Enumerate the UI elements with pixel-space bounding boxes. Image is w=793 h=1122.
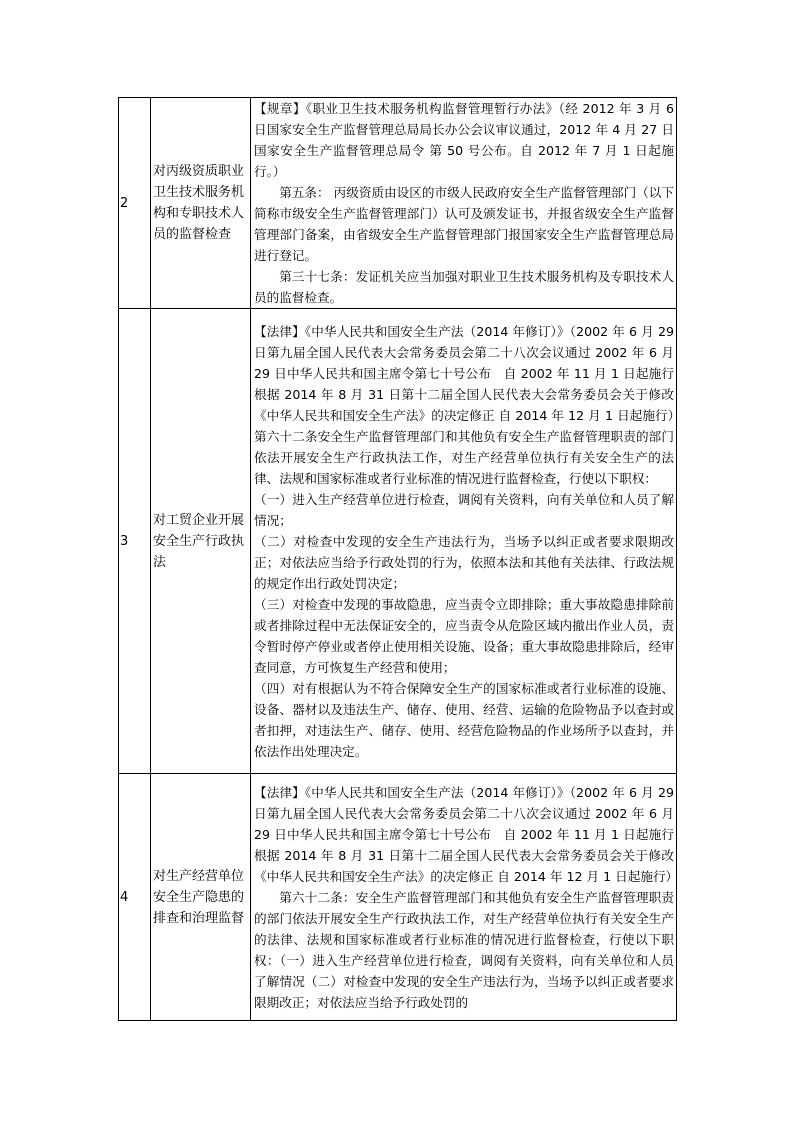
basis-paragraph: （三）对检查中发现的事故隐患，应当责令立即排除；重大事故隐患排除前或者排除过程中无法保证安全的，应当责令从危险区域内撤出作业人员，责令暂时停产停业或者停止使用相关设施、设备；重大事故隐患排除后，经审查同意，方可恢复生产经营和使用； bbox=[254, 596, 674, 675]
basis-paragraph: 【规章】《职业卫生技术服务机构监督管理暂行办法》（经 2012 年 3 月 6 日国家安全生产监督管理总局局长办公会议审议通过，2012 年 4 月 27 日国家安全生产监督管理总局令 第 50 号公布。自 2012 年 7 月 1 日起施行。） bbox=[254, 101, 674, 179]
legal-basis bbox=[251, 309, 677, 774]
basis-paragraph: （四）对有根据认为不符合保障安全生产的国家标准或者行业标准的设施、设备、器材以及违法生产、储存、使用、经营、运输的危险物品予以查封或者扣押，对违法生产、储存、使用、经营危险物品的作业场所予以查封，并依法作出处理决定。 bbox=[254, 680, 674, 759]
basis-paragraph: 第六十二条：安全生产监督管理部门和其他负有安全生产监督管理职责的部门依法开展安全生产行政执法工作，对生产经营单位执行有关安全生产的法律、法规和国家标准或者行业标准的情况进行监督检查，行使以下职权：（一）进入生产经营单位进行检查，调阅有关资料，向有关单位和人员了解情况（二）对检查中发现的安全生产违法行为，当场予以纠正或者要求限期改正；对依法应当给予行政处罚的 bbox=[254, 889, 674, 1010]
basis-paragraph: 第五条： 丙级资质由设区的市级人民政府安全生产监督管理部门（以下简称市级安全生产监督管理部门）认可及颁发证书，并报省级安全生产监督管理部门备案，由省级安全生产监督管理部门报国家安全生产监督管理总局进行登记。 bbox=[254, 185, 674, 263]
row-number: 4 bbox=[119, 774, 151, 1021]
basis-paragraph: （二）对检查中发现的安全生产违法行为，当场予以纠正或者要求限期改正；对依法应当给予行政处罚的行为，依照本法和其他有关法律、行政法规的规定作出行政处罚决定； bbox=[254, 533, 674, 591]
table-row bbox=[119, 309, 677, 774]
enforcement-items-table bbox=[118, 97, 677, 1021]
row-number: 3 bbox=[119, 309, 151, 774]
basis-paragraph: 第三十七条：发证机关应当加强对职业卫生技术服务机构及专职技术人员的监督检查。 bbox=[254, 269, 674, 305]
table-row bbox=[119, 774, 677, 1021]
legal-basis bbox=[251, 774, 677, 1021]
basis-paragraph: （一）进入生产经营单位进行检查，调阅有关资料，向有关单位和人员了解情况； bbox=[254, 491, 674, 528]
table-row bbox=[119, 98, 677, 309]
basis-paragraph: 【法律】《中华人民共和国安全生产法（2014 年修订）》（2002 年 6 月 29 日第九届全国人民代表大会常务委员会第二十八次会议通过 2002 年 6 月 29 日中华人民共和国主席令第七十号公布 自 2002 年 11 月 1 日起施行 根据 2014 年 8 月 31 日第十二届全国人民代表大会常务委员会关于修改《中华人民共和国安全生产法》的决定修正 自 2014 年 12 月 1 日起施行）第六十二条安全生产监督管理部门和其他负有安全生产监督管理职责的部门依法开展安全生产行政执法工作，对生产经营单位执行有关安全生产的法律、法规和国家标准或者行业标准的情况进行监督检查，行使以下职权： bbox=[254, 323, 674, 486]
item-name: 对工贸企业开展安全生产行政执法 bbox=[151, 309, 251, 774]
legal-basis bbox=[251, 98, 677, 309]
item-name: 对丙级资质职业卫生技术服务机构和专职技术人员的监督检查 bbox=[151, 98, 251, 309]
item-name: 对生产经营单位安全生产隐患的排查和治理监督 bbox=[151, 774, 251, 1021]
row-number: 2 bbox=[119, 98, 151, 309]
basis-paragraph: 【法律】《中华人民共和国安全生产法（2014 年修订）》（2002 年 6 月 29 日第九届全国人民代表大会常务委员会第二十八次会议通过 2002 年 6 月 29 日中华人民共和国主席令第七十号公布 自 2002 年 11 月 1 日起施行 根据 2014 年 8 月 31 日第十二届全国人民代表大会常务委员会关于修改《中华人民共和国安全生产法》的决定修正 自 2014 年 12 月 1 日起施行） bbox=[254, 784, 679, 884]
